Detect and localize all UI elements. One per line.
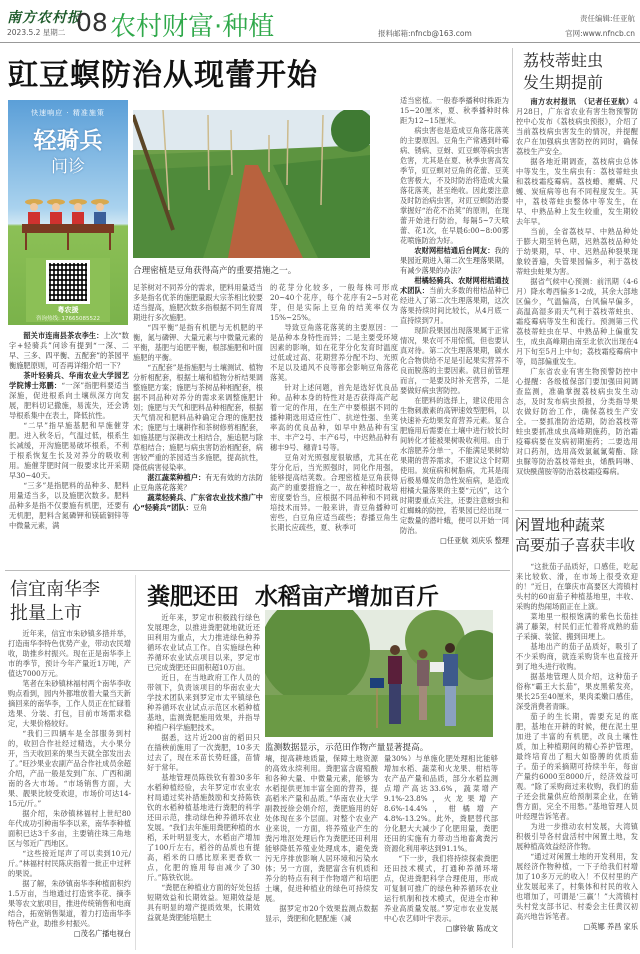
right-column-divider: [512, 48, 513, 948]
ad-title: 轻骑兵: [33, 128, 103, 154]
byline: □任亚航 刘庆乐 整理: [440, 536, 509, 545]
paragraph-text: “通过对闲置土地的开发利用，发展经济作物种植，一下子给我们村增加了10多万元的收入！不仅村里的产业发展起来了，村集体和村民的收入也增加了，可谓是‘三赢’！”大湾镇村头村党支部书记、村委会主任黄汉初高兴地告诉笔者。: [516, 852, 638, 921]
reader-question: [9, 331, 129, 371]
paragraph-text: 上次“数字+轻骑兵”问诊有提到“一深、二早、三多、四平衡、五配套”的茶园平衡施肥原则，可否再详细介绍一下？: [9, 331, 129, 370]
paragraph: [516, 97, 638, 157]
paragraph: [133, 283, 263, 323]
paragraph-text: “三多”是指肥料的品种多、肥料用量适当多，以及施肥次数多。肥料品种多是指不仅要施有机肥，还要有无机肥，肥料含氮磷钾和镁硫铜锌等中微量元素，满: [9, 481, 129, 530]
paragraph: [516, 227, 638, 277]
paragraph-text: “下一步，我们将持续探索粪肥还田技术模式，打通种养循环堵点，促进粪肥科学合理使用，形成可复制可推广的绿色种养循环农业运行机制和技术模式，促进全市种养业高质量发展。”罗定市农业发展中心农艺师叶宇表示。: [384, 854, 498, 923]
paragraph: [270, 283, 398, 323]
paragraph: [9, 421, 129, 481]
paragraph-text: 基地出产的茄子品质好，吸引了不少采购商，就连采购货车也直接开到了地头进行收购。: [516, 642, 638, 671]
paragraph: [147, 883, 260, 923]
article2-headline-line2: 发生期提前: [523, 72, 604, 92]
paragraph-text: 豆角对光照强度很敏感，尤其在花芽分化后，当光照强时，同化作用强，能够提高结荚数。合理密植是豆角获得高产的重要措施之一，故在种植时栽培密度要恰当，应根据不同品种和不同栽培技术而异。一般来讲，青豆角播种可密些，白豆角应适当疏些；春播豆角生长期长应疏些，夏、秋季可: [270, 453, 398, 532]
paragraph-text: 4月28日，广东省农业有害生物预警防控中心发布《荔枝病虫预报》，介绍了当前荔枝病虫害发生的情况，并提醒农户在加强病虫害防控的同时，确保荔枝生产安全。: [516, 97, 638, 156]
paragraph: [8, 809, 131, 849]
paragraph: [400, 276, 509, 326]
ad-brand: 粤农援: [57, 306, 79, 314]
bottom-left-divider: [135, 575, 136, 950]
paragraph: [133, 493, 263, 513]
article3-column: [516, 562, 638, 932]
paragraph: [516, 852, 638, 922]
paragraph-text: 针对上述问题，首先是选好优良品种。品种本身的特性对是否获得高产起着一定的作用，在生产中要根据不同的播种期选用适应性广、抗逆性强、坐荚率高的优良品种，如早中熟品种有宝丰、丰产2号、丰产6号，中迟熟品种有穗丰9号、穗青1号等。: [270, 383, 398, 452]
paragraph-text: 近年来，信宜市朱砂镇多措并举，打造南华李特色优势产业，带动农民增收，助推乡村振兴。现在正是南华李上市的季节，预计今年产量近1万吨，产值达7000万元。: [8, 629, 131, 678]
paragraph: [516, 562, 638, 612]
paragraph-text: 当前，全省荔枝早、中熟品种处于膨大期至转色期，迟熟荔枝品种处于幼果期，早、中、迟熟品种裂果现象较普遍，失管果园偏多，利于荔枝蒂蛀虫蛀果为害。: [516, 227, 638, 276]
byline: □英娜 养昌 家乐: [583, 922, 638, 931]
paragraph-text: 广东省农业有害生物预警防控中心提醒：各级植保部门要加强田间调查监测，准确掌握荔枝病虫发生动态，及时发布病虫预报，分类指导果农做好防治工作，确保荔枝生产安全。一要抓准防治适期，防治荔枝蒂蛀虫要抓准成虫高峰期施药，防治霜疫霉病要在发病初期施药；二要选用对口药剂，选用高效氯氟氰菊酯、除虫脲等防治荔枝蒂蛀虫，烯酰吗啉、双炔酰菌胺等防治荔枝霜疫霉病。: [516, 367, 638, 476]
ad-hotline: 咨询热线: 17665085522: [35, 316, 101, 322]
paragraph: [516, 612, 638, 642]
reader-question: [400, 246, 509, 276]
paragraph-text: 的花芽分化较多，一般每株可形成20~40个花序，每个花序有2~5对花芽，但是实际上豆角的结荚率仅为15%~25%。: [270, 283, 398, 322]
article1-column-4: [400, 96, 509, 546]
paragraph: [133, 323, 263, 363]
paragraph-text: 壤，提高耕地质量，保障土地资源的高效永续利用。粪肥富含腐殖酸和各种大量、中微量元素，能够为水稻提供更加丰富全面的营养，提高稻米产量和品质。”华南农业大学副教授徐会娟介绍，粪肥施用的好处体现在多个层面。对整个农业产业来说，一方面，将养殖业产生的粪污堆沤处理后作为粪肥还田利用能够降低养殖业处理成本，避免粪污无序排放影响人居环境和污染水体；另一方面，粪肥富含有机质和养分的特点有利于作物增产和培肥土壤，促进种植业的绿色可持续发展。: [265, 754, 378, 903]
article5-headline: 粪肥还田 水稻亩产增加百斤: [147, 584, 440, 610]
paragraph: [400, 396, 509, 536]
paragraph: [8, 879, 131, 929]
article3-headline-line2: 高要茄子喜获丰收: [515, 536, 636, 555]
paragraph-text: 适当密植。一般春季播种时株距为15~20厘米，夏、秋季播种时株距为12~15厘米。: [400, 96, 509, 125]
paper-logo: 南方农村报: [7, 10, 82, 26]
website: 官网:www.nfncb.cn: [565, 29, 635, 38]
paragraph: [516, 712, 638, 822]
section-divider: [5, 570, 510, 571]
paragraph-text: 豆角: [192, 503, 208, 512]
section-title: 农村财富·种植: [110, 12, 275, 42]
paragraph-text: 我的果园近期进入第二次生理落果期，有减少落果的办法？: [400, 246, 509, 275]
paragraph: [9, 481, 129, 531]
paragraph: [384, 854, 498, 924]
paragraph-text: 基地管理员陈铁钦有着30多年水稻种植经验，去年罗定市农业农村局通过奖补措施鼓励和支持陈铁钦的水稻种植基地进行粪肥的科学还田示范，推动绿色种养循环农业发展。“我们去年施用粪肥种植的水稻，禾叶明显变大，水稻亩产增加了100斤左右，稻谷的品质也有提高，稻米的口感比原来更香软一点，化肥的施用每亩减少了30斤。”陈铁钦说。: [147, 773, 260, 882]
paragraph-text: 导致豆角落花落荚的主要原因：一是品种本身特性而异；二是主要受环境因素的影响，如在花芽分化发育时温度过低或过高、花期营养分配不均、光照不足以及通风不良等都会影响豆角落花落荚。: [270, 323, 398, 382]
rice-field-monitoring-photo: [265, 610, 493, 737]
paragraph: [147, 673, 260, 733]
article5-column-2: [265, 754, 378, 924]
reader-question: [133, 473, 263, 493]
paragraph-text: “五配套”是指施肥与土壤测试、植物分析相配套，根据土壤和植物分析结果调整施肥方案；施肥与茶树品种相配套，根据不同品种对养分的需求来调整施肥计划；施肥与天气和肥料品种相配套，根据天气情况和肥料品种确定合理的施肥技术；施肥与土壤耕作和茶树修剪相配套，如施基肥与深耕改土相结合，施追肥与除草相结合；施肥与病虫害防治相配套，病害较严重的茶园适当多施肥，提高抗性，降低病害侵染率。: [133, 363, 263, 472]
paragraph-text: “四平衡”是指有机肥与无机肥的平衡，氮与磷钾、大量元素与中微量元素的平衡，基肥与追肥平衡，根部施肥和叶面施肥的平衡。: [133, 323, 263, 362]
paragraph: [400, 96, 509, 126]
paragraph-text: 据各地近期调查，荔枝病虫总体中等发生，发生病虫有：荔枝蒂蛀虫和荔枝霜疫霉病。荔枝蝽、瘿螨、尺蠖、炭疽病等也有不同程度发生。其中，荔枝蒂蛀虫整体中等发生，在早、中熟品种上发生较重，发生期较去年早。: [516, 157, 638, 226]
masthead: [0, 0, 640, 44]
paragraph: [516, 157, 638, 227]
paragraph: [400, 126, 509, 246]
paragraph-text: “这些接近尾声了可以卖到10元/斤。”林福村村民陈庆指着一批正中过秤的果说。: [8, 849, 131, 878]
paragraph: [270, 383, 398, 453]
paragraph-text: 现阶段果园出现落果属于正常情况，果农可不用惊慌，但也要认真对待。第二次生理落果期，碳水化合物供给不足是引起果实营养不良而脱落的主要因素。就目前管理而言，一是要及时补充营养，二是要做好病虫害防控。: [400, 326, 509, 395]
article4-column: [8, 629, 131, 939]
paragraph-lead: 茶叶轻骑兵、华南农业大学园艺学院博士郑鹏：: [9, 371, 129, 390]
article1-column-3: [270, 283, 398, 533]
page-number: 08: [76, 8, 108, 37]
article3-headline-line1: 闲置地种蔬菜: [515, 516, 606, 534]
paragraph: [133, 363, 263, 473]
paragraph: [516, 277, 638, 367]
paragraph-text: “一深”指肥料要适当深施，促进根系向土壤纵深方向发展，肥料切记撒施，易流失，还会诱导根系集中在表土，降低抗性。: [9, 381, 129, 420]
editor-credit: 责任编辑:任亚航: [579, 14, 635, 23]
paragraph-text: 近年来，罗定市积极践行绿色发展理念，以推进粪肥就地就近还田利用为重点，大力推进绿色种养循环农业试点工作。自实施绿色种养循环农业试点项目以来，罗定市已完成粪肥还田面积超10万亩。: [147, 613, 260, 672]
article3-headline: [515, 515, 635, 556]
contact-email: 报料邮箱:nfncb@163.com: [378, 29, 472, 38]
bean-field-photo: [133, 110, 370, 258]
paragraph-text: 据介绍，朱砂镇林福村上世纪80年代成功引种南华李以来，南华李种植面积已达3千多亩，主要销往珠三角地区与邻近广西地区。: [8, 809, 131, 848]
article2-headline: [523, 50, 603, 93]
paragraph-text: 在肥料的选择上，建议使用含生物刺激素的高钾速效型肥料，以快速补充幼果发育营养元素。复合肥施用后需要在土壤中进行较长时间转化才能被果树吸收利用。由于水溶肥养分单一，不能满足果树幼果期的营养需求，不建议这个时期使用。炭疽病和树脂病，尤其是雨后极易爆发的急性炭疽病，是造成柑橘大量落果的主要“元凶”，这个时期要重点关注，还要注意蚜虫和红蜘蛛的防控，若果园已经出现一定数量的潜叶蛾，便可以开始一同防治。: [400, 396, 509, 535]
qr-code-icon[interactable]: [46, 260, 90, 304]
paragraph-text: “这批茄子品质好，口感佳，吃起来比较软、滑，在市场上很受欢迎的！”近日，在肇庆市高要区大湾镇村头村的60亩茄子种植基地里，丰收、采购的热闹场面正在上演。: [516, 562, 638, 611]
article4-headline-line2: 批量上市: [10, 603, 82, 625]
paragraph: [270, 323, 398, 383]
article1-headline: 豇豆螟防治从现蕾开始: [8, 58, 318, 93]
paragraph-text: 足茶树对不同养分的需求，肥料用量适当多是指名优茶的施肥量跟大宗茶相比较要适当提高，施肥次数多指根据不同生育周期进行多次施肥。: [133, 283, 263, 322]
article1-column-2: [133, 283, 263, 513]
article1-column-1: [9, 331, 129, 531]
paragraph-text: 笔者在朱砂镇林福村两个南华李收购点看到，园内外都堆放着大量当天新摘回来的南华李，工作人员正在忙碌着选果、分装、打包，目前市场需求稳定，大果价格较好。: [8, 679, 131, 728]
article4-headline-line1: 信宜南华李: [10, 579, 100, 600]
paragraph: [265, 754, 378, 904]
article5-column-1: [147, 613, 260, 923]
paragraph-text: 量30%）与单施化肥处理相比能够增加水稻、蔬菜和火龙果、柑桔等农产品产量和品质，部分水稻监测点增产高达33.6%，蔬菜增产9.1%-23.8%，火龙果增产8.6%-14.4%，柑橘增产4.8%-13.2%。此外，粪肥替代部分化肥大大减少了化肥用量，粪肥还田的实施有力带动当地畜禽粪污资源化利用率达到91.1%。: [384, 754, 498, 853]
article2-column: [516, 97, 638, 477]
masthead-divider: [0, 42, 640, 43]
article5-photo-caption: 监测数据显示，示范田作物产量显著提高。: [265, 743, 429, 753]
byline: □茂名广播电视台: [73, 929, 131, 938]
paragraph: [400, 326, 509, 396]
paragraph-text: 据了解，朱砂镇南华李种植面积约1.5万亩，当地通过打造赏李花、摘李果等农文旅项目，推进传统销售和电商结合，拓宽销售渠道，着力打造南华李特色产业，助推乡村振兴。: [8, 879, 131, 928]
paragraph-text: 据基地管理人员介绍，这种茄子俗称“霸王大长茄”，果皮黑紫发亮，果长25至40厘米，果肉柔嫩口感佳，深受消费者青睐。: [516, 672, 638, 711]
paragraph: [8, 679, 131, 729]
paragraph: [516, 822, 638, 852]
paragraph-lead: 南方农村报讯 （记者任亚航）: [530, 97, 634, 106]
ad-subtitle: 问诊: [51, 157, 85, 177]
issue-date: 2023.5.2 星期二: [7, 28, 66, 37]
paragraph-text: 当前大多数的柑桔品种已经进入了第二次生理落果期，这次落果持续时间比较长，从4月底一直持续到7月。: [400, 286, 509, 325]
paragraph-text: “粪肥在种植业方面的好处包括短期效益和长期效益。短期效益是具有明显的增产提质效果，长期效益就是粪肥能培肥土: [147, 883, 260, 922]
paragraph-text: 有无有效的方法防止豆角落花落荚？: [133, 473, 263, 492]
paragraph: [516, 642, 638, 672]
article4-headline: [10, 578, 100, 627]
paragraph-text: 据悉，这片近200亩的稻田只在插秧前施用了一次粪肥，10多天过去了，现在禾苗长势旺盛，苗情好于常年。: [147, 733, 260, 772]
byline: □廖铃敏 陈成文: [445, 924, 498, 933]
paragraph: [147, 773, 260, 883]
paragraph-lead: 柑橘轻骑兵、农财网柑桔通技术团队：: [400, 276, 509, 295]
paragraph: [147, 733, 260, 773]
paragraph: [9, 371, 129, 421]
paragraph-text: 菜地里一根根饱满的紫色长茄挂满了藤架，村民们正忙着将成熟的茄子采摘、装筐、搬到田埂上。: [516, 612, 638, 641]
paragraph-text: 据罗定市20个效果监测点数据显示，粪肥和化肥配施（减: [265, 904, 378, 923]
paragraph-text: 为进一步推动农村发展，大湾镇积极引导各村盘活村中闲置土地，发展种植高效益经济作物。: [516, 822, 638, 851]
paragraph-text: “二早”指早施基肥和早施催芽肥。进入秋冬后，气温过低，根系生长减缓，开沟施肥易破坏根系，不利于根系恢复生长及对养分的吸收利用。施催芽肥时间一般要求比开采期早30~40天。: [9, 421, 129, 480]
paragraph: [270, 453, 398, 533]
paragraph: [8, 729, 131, 809]
paragraph-text: 茄子的生长期，需要充足的底肥，基地在开耕的时候，便在泥土里加进了丰富的有机肥，改良土壤性质，加上种植期间的精心养护管理，最终培育出了粗大如胳膊的优质茄子。茄子的采摘期可持续半年，每亩产量约6000至8000斤，经济效益可观。“除了采购商过来收购，我们的茄子还会批量供应给预制菜企业，在销售方面，完全不用愁。”基地管理人员叶经理告诉笔者。: [516, 712, 638, 821]
paragraph-lead: 韶关市连南县茶农李生：: [23, 331, 104, 340]
ad-illustration-people: [20, 192, 116, 252]
paragraph: [516, 367, 638, 477]
paragraph-lead: 蔬菜轻骑兵、广东省农业技术推广中心“轻骑兵”团队：: [133, 493, 263, 512]
paragraph: [516, 672, 638, 712]
ad-qr-panel: [26, 258, 110, 322]
article5-column-3: [384, 754, 498, 934]
paragraph: [8, 849, 131, 879]
article1-photo-caption: 合理密植是豆角获得高产的重要措施之一。: [133, 266, 297, 276]
paragraph: [147, 613, 260, 673]
ad-slogan: 快速响应 · 精准施策: [31, 109, 105, 117]
article2-headline-line1: 荔枝蒂蛀虫: [523, 51, 604, 70]
paragraph: [384, 754, 498, 854]
paragraph-text: “我们三四辆车是全部服务到村的，收回合作社经过精选，大小果分开，当天收回来的果当天就全部发出去了。”旺沙果业农副产品合作社成员余超介绍，产品一般是发到广东、广西和湖南的各大市场。“市场销售方面，大果、靓果比较受欢迎，市场价可达14-15元/斤。”: [8, 729, 131, 808]
paragraph: [8, 629, 131, 679]
paragraph-lead: 湛江蔬菜种植户：: [147, 473, 206, 482]
paragraph-lead: 农财网柑桔通后台网友：: [414, 246, 495, 255]
right-section-divider: [515, 510, 638, 511]
paragraph-text: 近日，在当地政府工作人员的带领下，负责该项目的华南农业大学技术团队来到罗定市太平镇绿色种养循环农业试点示范区水稻种植基地，监测粪肥施用效果，并指导种植户科学施肥技术。: [147, 673, 260, 732]
paragraph-text: 病虫害也是造成豆角落花落荚的主要原因。豆角生产常遇到叶霉病、锈病、豆蚜、豇豆螟等病虫害危害，尤其是在夏、秋季虫害高发季节，豇豆螟对豆角的花蕾、豆荚危害极大，不及时防治将造成大量落花落荚，甚至绝收。因此要注意及时防治病虫害，对豇豆螟防治要掌握好“治花不治荚”的原则，在现蕾开始进行防治，每隔5~7天喷蕾、花1次，在早晨6:00~8:00雾花喷施防治为好。: [400, 126, 509, 245]
qingqibing-ad[interactable]: [8, 100, 128, 325]
paragraph: [265, 904, 378, 924]
paragraph-text: 据省气候中心预测：前汛期（4-6月）降水粤西偏多1-2成，其余大部地区偏少，气温偏高，台风偏早偏多，高温高湿多雨天气利于荔枝蒂蛀虫、霜疫霉病等发生和流行。预测第三代荔枝蒂蛀虫在早、中熟品种上偏重发生，成虫高峰期由南至北依次出现在4月下旬至5月上中旬；荔枝霜疫霉病中等，局部偏重发生。: [516, 277, 638, 366]
